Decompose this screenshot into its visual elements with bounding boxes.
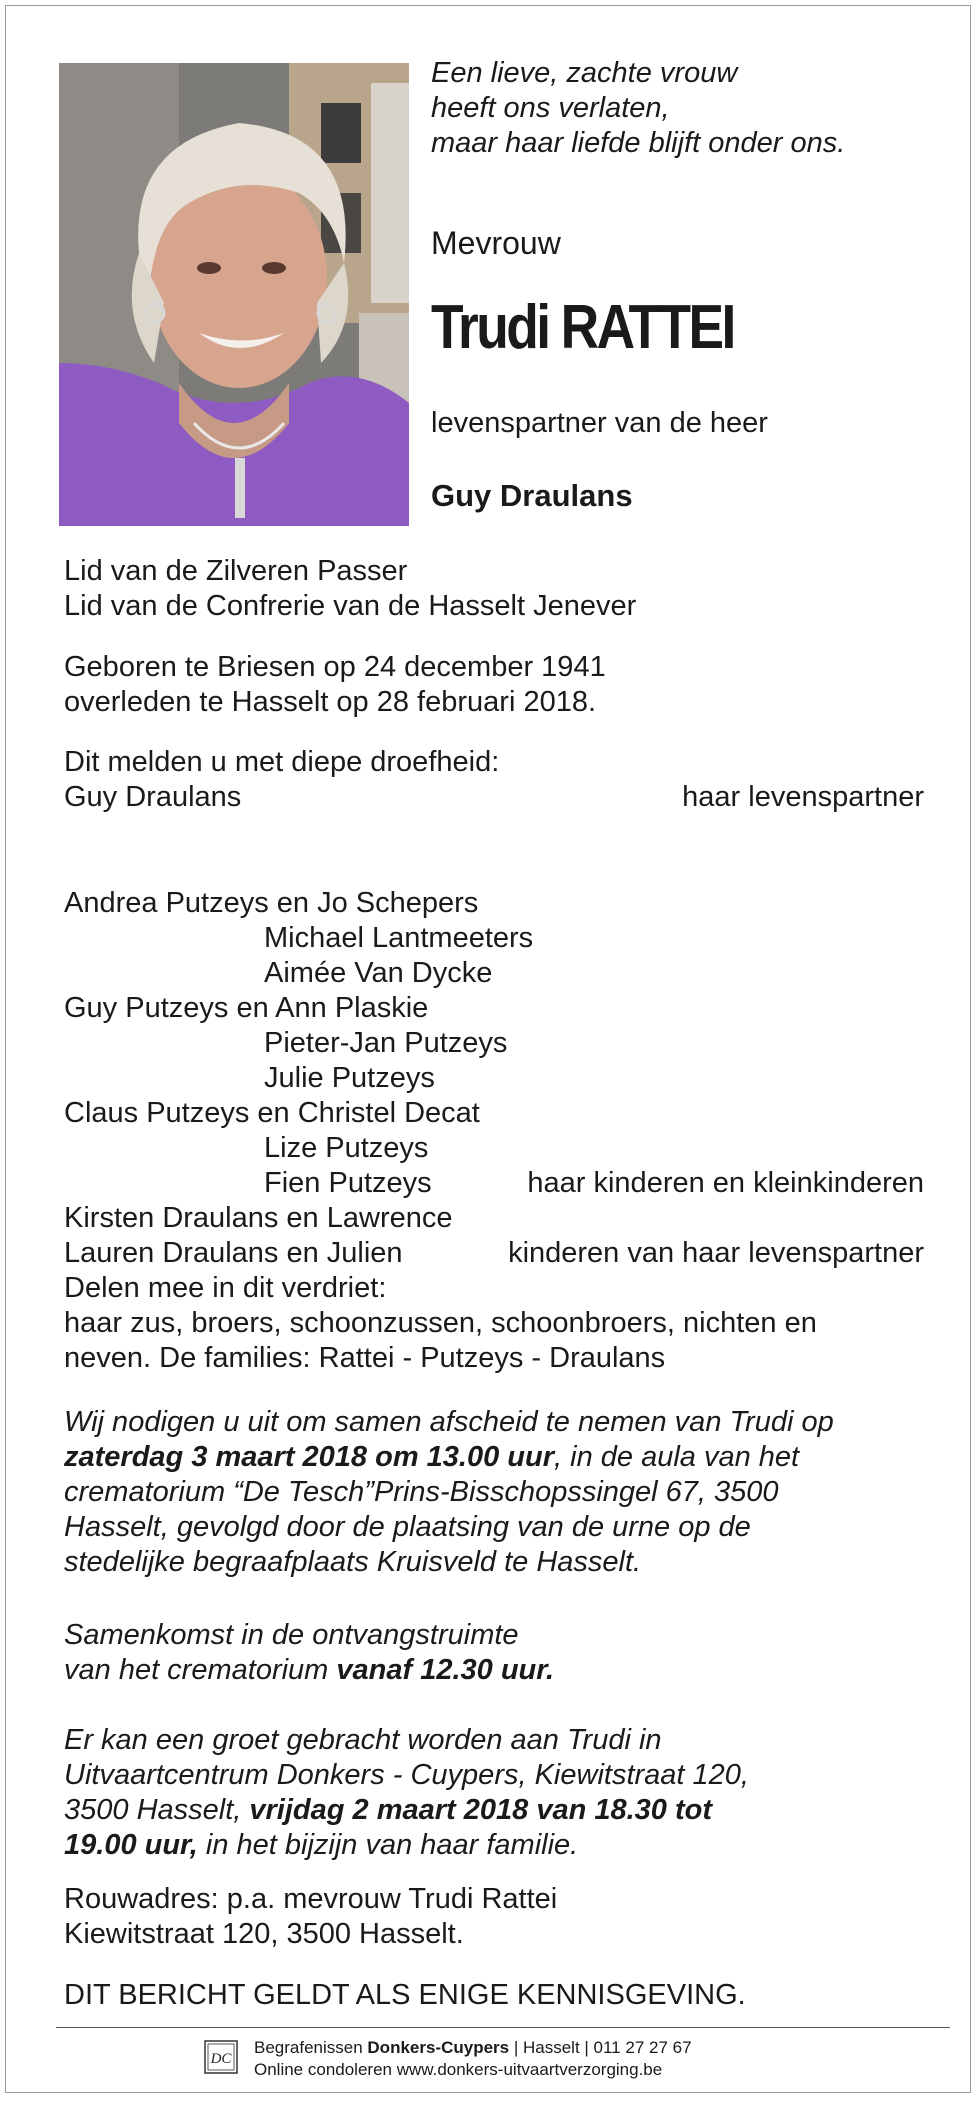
- logo-emblem: [204, 2040, 238, 2074]
- quote-line: Een lieve, zachte vrouw: [431, 57, 738, 89]
- relation-text: levenspartner van de heer: [431, 407, 768, 439]
- announce-intro: Dit melden u met diepe droefheid:: [64, 746, 500, 778]
- membership-line: Lid van de Zilveren Passer: [64, 555, 408, 587]
- family-row: [64, 991, 924, 1026]
- grief-line: haar zus, broers, schoonzussen, schoonbroers, nichten en: [64, 1307, 817, 1339]
- grief-line: neven. De families: Rattei - Putzeys - Draulans: [64, 1342, 666, 1374]
- ceremony-text: , in de aula van het: [554, 1441, 800, 1473]
- family-name: Fien Putzeys: [264, 1167, 432, 1199]
- family-name: Claus Putzeys en Christel Decat: [64, 1097, 480, 1129]
- family-name: Michael Lantmeeters: [264, 922, 534, 954]
- family-name: Andrea Putzeys en Jo Schepers: [64, 887, 479, 919]
- family-role: kinderen van haar levenspartner: [508, 1237, 924, 1269]
- visitation-line: Uitvaartcentrum Donkers - Cuypers, Kiewitstraat 120,: [64, 1759, 749, 1791]
- gathering-paragraph: [64, 1618, 924, 1688]
- family-row: [64, 1096, 924, 1131]
- logo-letters: DC: [210, 2051, 232, 2067]
- footer-line-1: [254, 2037, 692, 2059]
- quote-line: maar haar liefde blijft onder ons.: [431, 127, 846, 159]
- ceremony-line: Hasselt, gevolgd door de plaatsing van de urne op de: [64, 1511, 751, 1543]
- visitation-time: 19.00 uur,: [64, 1829, 198, 1861]
- company-logo-icon: [204, 2040, 238, 2074]
- visitation-paragraph: [64, 1723, 924, 1863]
- gathering-line: Samenkomst in de ontvangstruimte: [64, 1619, 519, 1651]
- partner-name: Guy Draulans: [431, 478, 633, 513]
- visitation-text: 3500 Hasselt,: [64, 1794, 250, 1826]
- portrait-illustration: [59, 63, 409, 526]
- membership-line: Lid van de Confrerie van de Hasselt Jenever: [64, 590, 637, 622]
- deceased-name: Trudi RATTEI: [431, 293, 734, 362]
- notice-text: DIT BERICHT GELDT ALS ENIGE KENNISGEVING.: [64, 1979, 746, 2011]
- footer-text: [254, 2037, 692, 2081]
- grief-intro: Delen mee in dit verdriet:: [64, 1272, 387, 1304]
- family-row: [64, 956, 924, 991]
- family-row: [64, 1026, 924, 1061]
- visitation-date: vrijdag 2 maart 2018 van 18.30 tot: [249, 1794, 713, 1826]
- mourning-address: [64, 1882, 924, 1952]
- visitation-line: Er kan een groet gebracht worden aan Trudi in: [64, 1724, 662, 1756]
- ceremony-line: stedelijke begraafplaats Kruisveld te Hasselt.: [64, 1546, 642, 1578]
- ceremony-line: [64, 1440, 924, 1475]
- partner-row: [64, 780, 924, 815]
- portrait-photo: [59, 63, 409, 526]
- footer-line-2: Online condoleren www.donkers-uitvaartverzorging.be: [254, 2060, 663, 2079]
- ceremony-line: Wij nodigen u uit om samen afscheid te nemen van Trudi op: [64, 1406, 834, 1438]
- ceremony-paragraph: [64, 1405, 924, 1580]
- ceremony-date: zaterdag 3 maart 2018 om 13.00 uur: [64, 1441, 555, 1473]
- family-row: [64, 1166, 924, 1201]
- announcement: [64, 745, 924, 815]
- notice: [64, 1978, 924, 2013]
- footer-divider: [56, 2027, 950, 2028]
- gathering-text: van het crematorium: [64, 1654, 337, 1686]
- ceremony-line: crematorium “De Tesch”Prins-Bisschopssingel 67, 3500: [64, 1476, 779, 1508]
- family-name: Lize Putzeys: [264, 1132, 429, 1164]
- address-line: Kiewitstraat 120, 3500 Hasselt.: [64, 1918, 464, 1950]
- family-name: Lauren Draulans en Julien: [64, 1237, 403, 1269]
- footer-company: Donkers-Cuypers: [367, 2038, 510, 2057]
- address-line: Rouwadres: p.a. mevrouw Trudi Rattei: [64, 1883, 558, 1915]
- footer-suffix: | Hasselt | 011 27 27 67: [509, 2038, 692, 2057]
- family-row: [64, 1236, 924, 1271]
- footer-prefix: Begrafenissen: [254, 2038, 368, 2057]
- family-row: [64, 921, 924, 956]
- family-name: Guy Draulans: [64, 781, 242, 813]
- family-row: [64, 1201, 924, 1236]
- salutation: Mevrouw: [431, 225, 561, 261]
- family-row: [64, 1131, 924, 1166]
- visitation-line: [64, 1828, 924, 1863]
- family-name: Julie Putzeys: [264, 1062, 435, 1094]
- death-line: overleden te Hasselt op 28 februari 2018.: [64, 686, 597, 718]
- family-name: Kirsten Draulans en Lawrence: [64, 1202, 453, 1234]
- family-row: [64, 1061, 924, 1096]
- birth-line: Geboren te Briesen op 24 december 1941: [64, 651, 606, 683]
- family-list: [64, 886, 924, 1376]
- memorial-quote: [431, 56, 951, 161]
- obituary-card: [5, 5, 971, 2093]
- family-role: haar levenspartner: [682, 781, 924, 813]
- family-role: haar kinderen en kleinkinderen: [527, 1167, 924, 1199]
- memberships: [64, 554, 924, 624]
- family-name: Pieter-Jan Putzeys: [264, 1027, 508, 1059]
- gathering-time: vanaf 12.30 uur.: [336, 1654, 555, 1686]
- quote-line: heeft ons verlaten,: [431, 92, 670, 124]
- family-name: Guy Putzeys en Ann Plaskie: [64, 992, 429, 1024]
- visitation-line: [64, 1793, 924, 1828]
- family-row: [64, 886, 924, 921]
- gathering-line: [64, 1653, 924, 1688]
- visitation-text: in het bijzijn van haar familie.: [197, 1829, 579, 1861]
- birth-death: [64, 650, 924, 720]
- family-name: Aimée Van Dycke: [264, 957, 493, 989]
